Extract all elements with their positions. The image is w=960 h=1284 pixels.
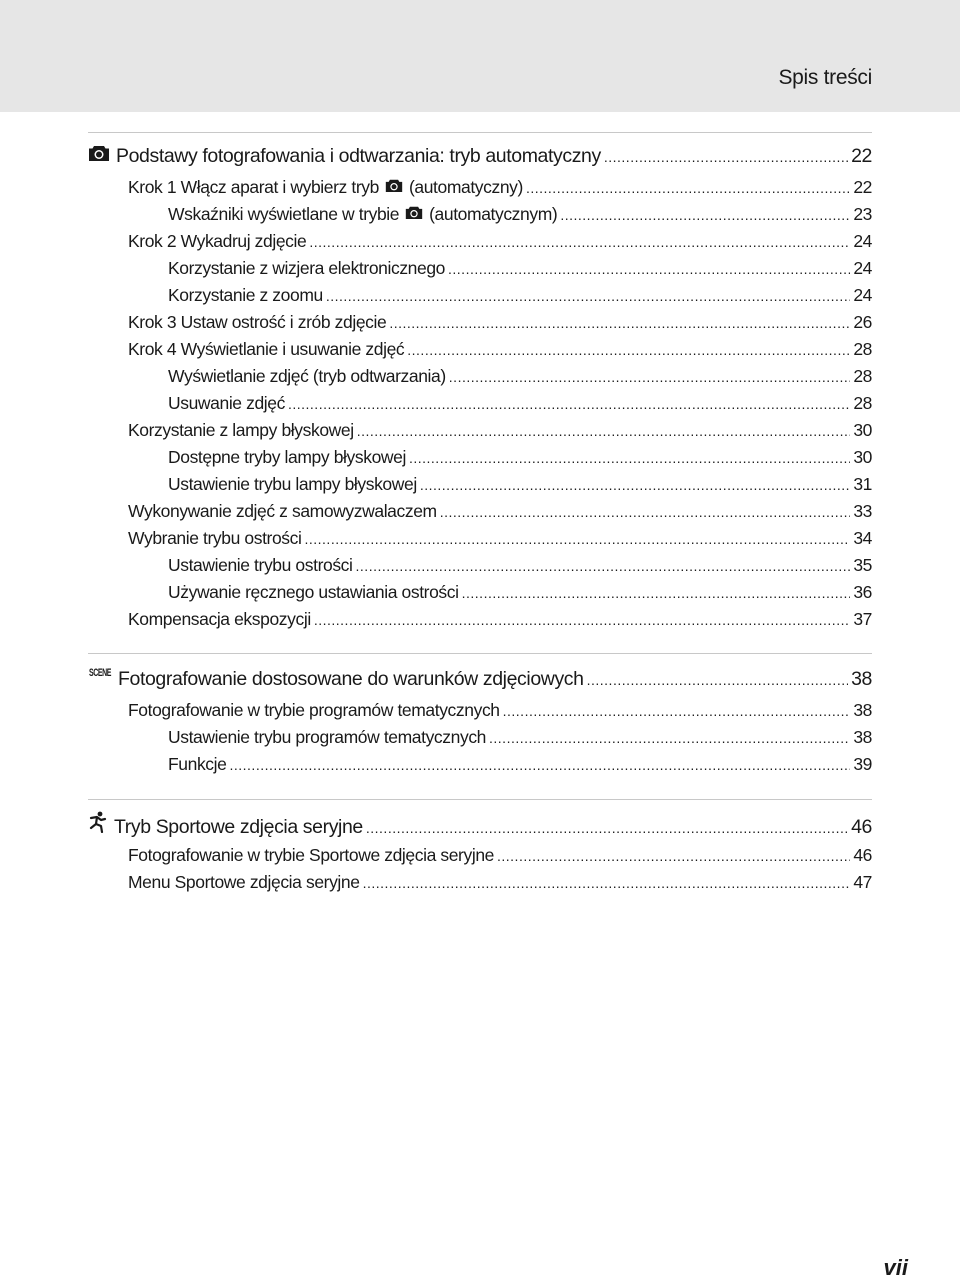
toc-entry[interactable] xyxy=(128,609,872,630)
toc-entry[interactable] xyxy=(128,845,872,866)
toc-page-number: 23 xyxy=(853,204,872,224)
toc-entry-label: Ustawienie trybu programów tematycznych xyxy=(168,727,487,747)
toc-entry-label: Korzystanie z lampy błyskowej xyxy=(128,420,354,440)
toc-entry[interactable] xyxy=(168,727,872,748)
toc-section-title: Podstawy fotografowania i odtwarzania: tryb automatyczny xyxy=(116,145,601,167)
toc-leader xyxy=(560,207,850,223)
toc-entry-label: Menu Sportowe zdjęcia seryjne xyxy=(128,872,360,892)
toc-page-number: 24 xyxy=(853,258,872,278)
sports-continuous-icon xyxy=(88,811,108,839)
toc-entry-label: Wykonywanie zdjęć z samowyzwalaczem xyxy=(128,501,437,521)
toc-leader xyxy=(526,180,850,196)
toc-leader xyxy=(389,315,850,331)
toc-entry-label: Korzystanie z wizjera elektronicznego xyxy=(168,258,446,278)
toc-entry[interactable] xyxy=(168,555,872,576)
toc-page-number: 28 xyxy=(853,393,872,413)
toc-page-number: 38 xyxy=(853,727,872,747)
camera-icon xyxy=(385,177,403,198)
toc-page-number: 34 xyxy=(853,528,872,548)
toc-page-number: 31 xyxy=(853,474,872,494)
toc-entry[interactable] xyxy=(128,177,872,198)
toc-page-number: 22 xyxy=(851,145,872,167)
toc-page-number: 30 xyxy=(853,420,872,440)
toc-entry-label: Używanie ręcznego ustawiania ostrości xyxy=(168,582,459,602)
section-divider xyxy=(88,653,872,654)
toc-entry[interactable] xyxy=(168,582,872,603)
section-divider xyxy=(88,799,872,800)
toc-entry[interactable] xyxy=(168,393,872,414)
toc-page-number: 47 xyxy=(853,872,872,892)
toc-page-number: 35 xyxy=(853,555,872,575)
toc-entry-label: Fotografowanie w trybie programów tematycznych xyxy=(128,700,500,720)
toc-entry-label: Wybranie trybu ostrości xyxy=(128,528,302,548)
toc-leader xyxy=(314,612,851,628)
toc-leader xyxy=(409,450,850,466)
toc-leader xyxy=(229,757,850,773)
toc-leader xyxy=(420,477,850,493)
toc-section-title: Fotografowanie dostosowane do warunków zdjęciowych xyxy=(118,668,584,690)
toc-page-number: 24 xyxy=(853,231,872,251)
toc-leader xyxy=(497,848,850,864)
toc-page-number: 28 xyxy=(853,366,872,386)
toc-entry-label: Krok 4 Wyświetlanie i usuwanie zdjęć xyxy=(128,339,405,359)
toc-entry-label: Wskaźniki wyświetlane w trybie xyxy=(168,204,400,224)
toc-entry[interactable] xyxy=(128,700,872,721)
toc-entry-label-suffix: (automatyczny) xyxy=(408,177,523,197)
toc-page-number: 22 xyxy=(853,177,872,197)
toc-page-number: 39 xyxy=(853,754,872,774)
toc-entry-label: Ustawienie trybu lampy błyskowej xyxy=(168,474,417,494)
toc-page-number: 46 xyxy=(851,816,872,838)
toc-entry[interactable] xyxy=(168,204,872,225)
toc-page-number: 46 xyxy=(853,845,872,865)
toc-entry[interactable] xyxy=(128,339,872,360)
toc-page-number: 38 xyxy=(853,700,872,720)
toc-entry[interactable] xyxy=(128,528,872,549)
toc-section-title: Tryb Sportowe zdjęcia seryjne xyxy=(114,816,363,838)
toc-section-sports-continuous[interactable] xyxy=(88,811,872,839)
toc-page-number: 28 xyxy=(853,339,872,359)
toc-entry-label: Usuwanie zdjęć xyxy=(168,393,285,413)
scene-mode-icon xyxy=(88,665,112,691)
toc-page-number: 24 xyxy=(853,285,872,305)
camera-icon xyxy=(405,204,423,225)
toc-leader xyxy=(440,504,851,520)
camera-icon xyxy=(88,144,110,168)
toc-entry-label: Krok 3 Ustaw ostrość i zrób zdjęcie xyxy=(128,312,387,332)
toc-leader xyxy=(309,234,850,250)
toc-entry-label: Funkcje xyxy=(168,754,227,774)
toc-entry-label: Dostępne tryby lampy błyskowej xyxy=(168,447,406,467)
toc-leader xyxy=(503,703,851,719)
toc-entry-label: Wyświetlanie zdjęć (tryb odtwarzania) xyxy=(168,366,446,386)
toc-entry[interactable] xyxy=(168,258,872,279)
toc-entry[interactable] xyxy=(128,501,872,522)
section-divider xyxy=(88,132,872,133)
toc-leader xyxy=(366,820,848,836)
toc-entry-label: Kompensacja ekspozycji xyxy=(128,609,311,629)
toc-leader xyxy=(356,558,851,574)
toc-leader xyxy=(448,261,850,277)
toc-leader xyxy=(363,875,851,891)
header-band xyxy=(0,0,960,112)
toc-entry[interactable] xyxy=(128,231,872,252)
toc-entry[interactable] xyxy=(168,285,872,306)
toc-section-auto-mode[interactable] xyxy=(88,144,872,168)
toc-page-number: 37 xyxy=(853,609,872,629)
toc-entry[interactable] xyxy=(168,366,872,387)
toc-leader xyxy=(326,288,850,304)
page-number: vii xyxy=(883,1255,908,1280)
toc-page-number: 36 xyxy=(853,582,872,602)
toc-entry[interactable] xyxy=(168,754,872,775)
toc-page-number: 38 xyxy=(851,668,872,690)
svg-text:SCENE: SCENE xyxy=(88,666,112,679)
toc-entry-label: Ustawienie trybu ostrości xyxy=(168,555,353,575)
toc-section-scene-mode[interactable] xyxy=(88,665,872,691)
toc-leader xyxy=(587,672,849,688)
toc-leader xyxy=(407,342,850,358)
toc-entry-label: Korzystanie z zoomu xyxy=(168,285,323,305)
toc-leader xyxy=(357,423,851,439)
toc-page-number: 26 xyxy=(853,312,872,332)
toc-leader xyxy=(288,396,850,412)
toc-entry[interactable] xyxy=(128,420,872,441)
toc-leader xyxy=(304,531,850,547)
toc-entry[interactable] xyxy=(168,447,872,468)
toc-entry[interactable] xyxy=(168,474,872,495)
toc-entry[interactable] xyxy=(128,872,872,893)
page-header-title: Spis treści xyxy=(778,66,872,89)
toc-entry-label: Fotografowanie w trybie Sportowe zdjęcia seryjne xyxy=(128,845,494,865)
toc-leader xyxy=(604,149,848,165)
toc-leader xyxy=(489,730,850,746)
toc-page-number: 33 xyxy=(853,501,872,521)
toc-entry-label: Krok 2 Wykadruj zdjęcie xyxy=(128,231,307,251)
toc-entry-label: Krok 1 Włącz aparat i wybierz tryb xyxy=(128,177,379,197)
toc-entry[interactable] xyxy=(128,312,872,333)
toc-entry-label-suffix: (automatycznym) xyxy=(429,204,558,224)
toc-page-number: 30 xyxy=(853,447,872,467)
toc-leader xyxy=(462,585,851,601)
toc-leader xyxy=(449,369,851,385)
